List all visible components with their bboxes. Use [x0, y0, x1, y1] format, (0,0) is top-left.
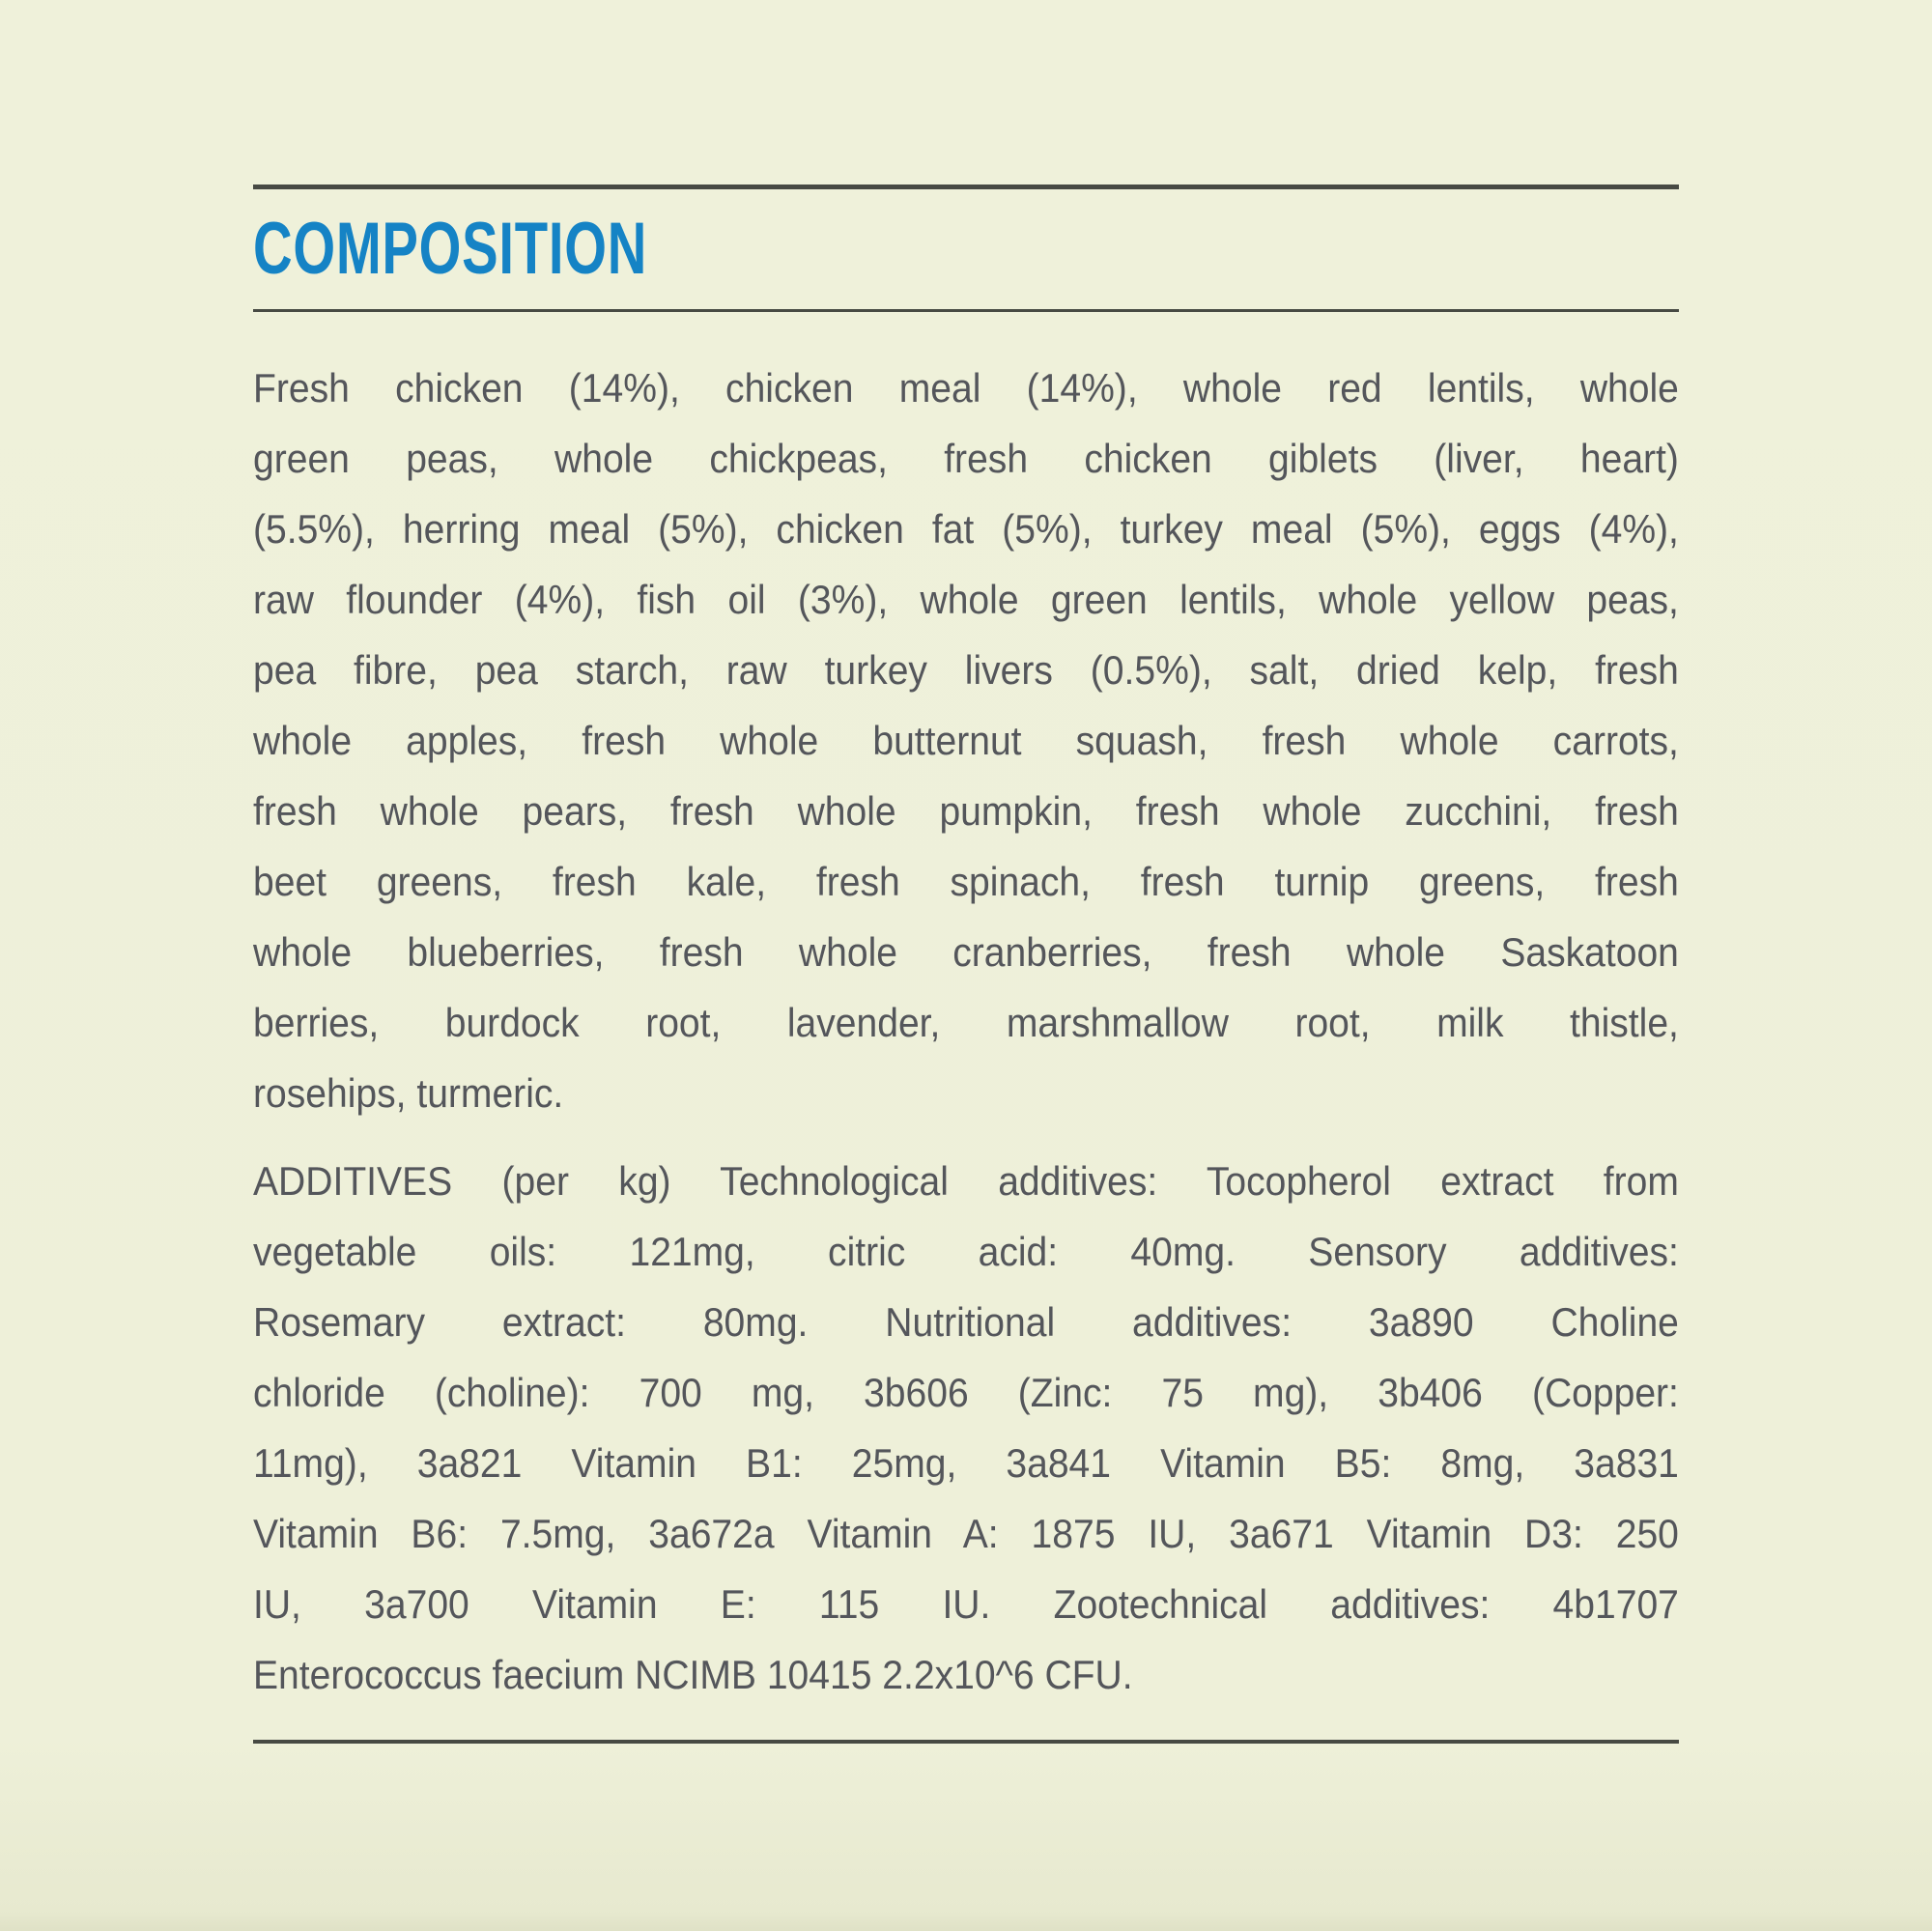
divider-top — [253, 185, 1679, 189]
text-line: Vitamin B6: 7.5mg, 3a672a Vitamin A: 1875 IU, 3a671 Vitamin D3: 250 — [253, 1511, 1679, 1556]
text-line: green peas, whole chickpeas, fresh chicken giblets (liver, heart) — [253, 436, 1679, 481]
text-line: chloride (choline): 700 mg, 3b606 (Zinc: 75 mg), 3b406 (Copper: — [253, 1370, 1679, 1415]
text-line: beet greens, fresh kale, fresh spinach, fresh turnip greens, fresh — [253, 859, 1679, 904]
text-line: (5.5%), herring meal (5%), chicken fat (5%), turkey meal (5%), eggs (4%), — [253, 506, 1679, 552]
text-line: Enterococcus faecium NCIMB 10415 2.2x10^6 CFU. — [253, 1652, 1133, 1697]
text-line: IU, 3a700 Vitamin E: 115 IU. Zootechnical additives: 4b1707 — [253, 1581, 1679, 1627]
text-line: 11mg), 3a821 Vitamin B1: 25mg, 3a841 Vitamin B5: 8mg, 3a831 — [253, 1440, 1679, 1486]
text-line: Fresh chicken (14%), chicken meal (14%), whole red lentils, whole — [253, 365, 1679, 411]
text-line: whole blueberries, fresh whole cranberries, fresh whole Saskatoon — [253, 929, 1679, 975]
text-line: pea fibre, pea starch, raw turkey livers (0.5%), salt, dried kelp, fresh — [253, 647, 1679, 693]
section-title: COMPOSITION — [253, 208, 648, 290]
divider-bottom — [253, 1740, 1679, 1744]
text-line: rosehips, turmeric. — [253, 1070, 564, 1116]
divider-under-title — [253, 309, 1679, 312]
composition-ingredients-text — [253, 353, 1679, 1128]
additives-text — [253, 1146, 1679, 1710]
composition-section — [253, 0, 1679, 1931]
text-line: Rosemary extract: 80mg. Nutritional additives: 3a890 Choline — [253, 1299, 1679, 1345]
text-line: fresh whole pears, fresh whole pumpkin, fresh whole zucchini, fresh — [253, 788, 1679, 834]
text-line: berries, burdock root, lavender, marshmallow root, milk thistle, — [253, 1000, 1679, 1045]
text-line: whole apples, fresh whole butternut squash, fresh whole carrots, — [253, 718, 1679, 763]
text-line: raw flounder (4%), fish oil (3%), whole green lentils, whole yellow peas, — [253, 577, 1679, 622]
text-line: ADDITIVES (per kg) Technological additives: Tocopherol extract from — [253, 1158, 1679, 1204]
text-line: vegetable oils: 121mg, citric acid: 40mg. Sensory additives: — [253, 1229, 1679, 1274]
